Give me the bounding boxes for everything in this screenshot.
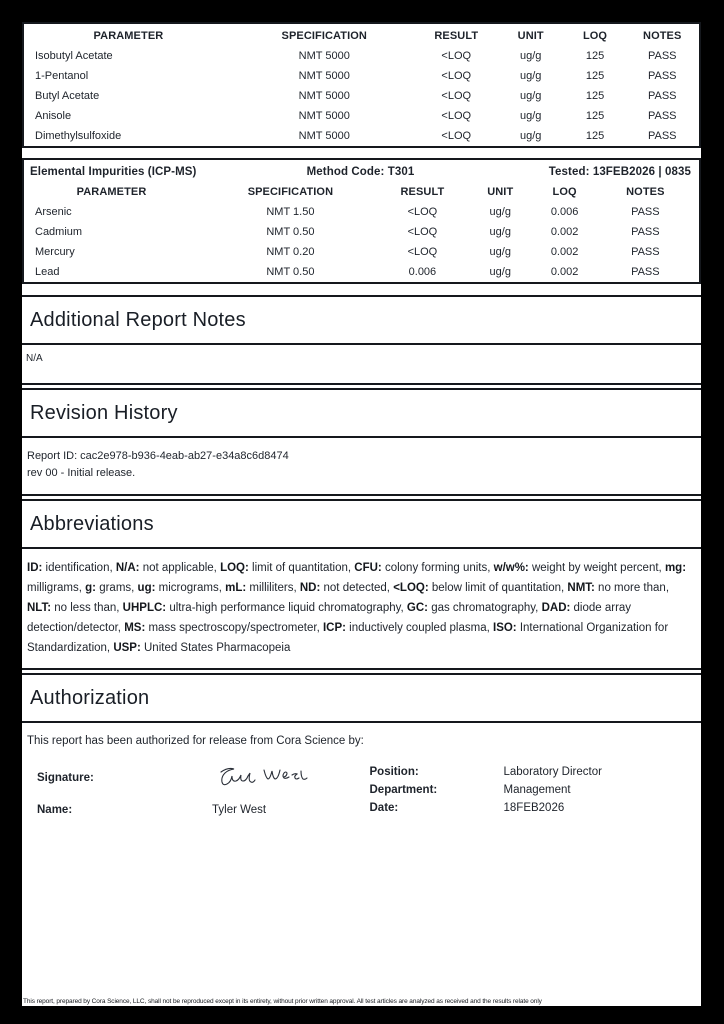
table-cell: 1-Pentanol [35, 70, 89, 82]
table-row [23, 222, 700, 242]
abbreviation-key: ND: [299, 582, 321, 594]
table-cell: PASS [631, 266, 660, 278]
table-cell: ug/g [520, 130, 542, 142]
signature-image [212, 763, 308, 793]
additional-report-notes-body: N/A [22, 345, 701, 385]
column-header: SPECIFICATION [281, 30, 367, 42]
column-header-row [23, 180, 700, 202]
table-cell: NMT 1.50 [266, 206, 315, 218]
elemental-section-title: Elemental Impurities (ICP-MS) [30, 166, 197, 178]
date-value: 18FEB2026 [503, 802, 565, 814]
table-cell: <LOQ [441, 130, 472, 142]
revision-entry: rev 00 - Initial release. [27, 467, 136, 479]
abbreviation-key: USP: [113, 642, 141, 654]
column-header: UNIT [487, 186, 514, 198]
name-value: Tyler West [212, 804, 267, 816]
table-cell: NMT 5000 [298, 130, 350, 142]
authorization-body [22, 723, 701, 843]
table-cell: PASS [647, 110, 677, 122]
abbreviation-key: UHPLC: [122, 602, 167, 614]
column-header-row [23, 23, 700, 46]
table-cell: 0.002 [550, 226, 579, 238]
table-cell: 0.006 [550, 206, 579, 218]
abbreviation-key: ID: [27, 562, 43, 574]
table-cell: Dimethylsulfoxide [35, 130, 122, 142]
signature-label: Signature: [37, 772, 94, 784]
table-cell: ug/g [489, 206, 511, 218]
table-row [23, 126, 700, 147]
table-cell: NMT 5000 [298, 110, 350, 122]
table-cell: 0.002 [550, 266, 579, 278]
section-title-row [23, 159, 700, 180]
abbreviations-body: ID: identification, N/A: not applicable, LOQ: limit of quantitation, CFU: colony forming units, w/w%: weight by weight percent, mg: milligrams, g: grams, ug: micrograms, mL: milliliters, ND: not detected, <LOQ: below limit of quantitation, NMT: no more than, NLT: no less than, UHPLC: ultra-high performance liquid chromatography, GC: gas chromatography, DAD: diode array detection/detector, MS: mass spectroscopy/spectrometer, ICP: inductively coupled plasma, ISO: International Organization for Standardization, USP: United States Pharmacopeia [22, 549, 701, 670]
table-cell: 0.006 [408, 266, 437, 278]
abbreviation-key: mL: [225, 582, 247, 594]
table-cell: NMT 0.50 [266, 266, 315, 278]
column-header: LOQ [582, 30, 608, 42]
table-cell: Lead [35, 266, 60, 278]
section-title: Abbreviations [22, 499, 701, 549]
table-row [23, 86, 700, 106]
department-value: Management [503, 784, 571, 796]
table-row [23, 242, 700, 262]
table-cell: Isobutyl Acetate [35, 50, 113, 62]
authorization-left-column [27, 763, 362, 823]
tested-timestamp: Tested: 13FEB2026 | 0835 [548, 166, 691, 178]
table-cell: ug/g [520, 90, 542, 102]
table-cell: <LOQ [407, 206, 438, 218]
date-label: Date: [369, 802, 399, 814]
abbreviation-key: ug: [137, 582, 156, 594]
column-header: PARAMETER [93, 30, 164, 42]
section-title: Authorization [22, 673, 701, 723]
table-cell: ug/g [489, 226, 511, 238]
abbreviation-key: GC: [406, 602, 428, 614]
abbreviation-key: <LOQ: [393, 582, 429, 594]
table-cell: Mercury [35, 246, 75, 258]
table-cell: <LOQ [407, 226, 438, 238]
section-title: Revision History [22, 388, 701, 438]
authorization-intro: This report has been authorized for release from Cora Science by: [27, 735, 364, 747]
column-header: RESULT [400, 186, 445, 198]
table-cell: 125 [585, 70, 605, 82]
table-cell: <LOQ [441, 70, 472, 82]
column-header: NOTES [626, 186, 665, 198]
table-cell: 125 [585, 110, 605, 122]
position-value: Laboratory Director [503, 766, 602, 778]
table-cell: NMT 5000 [298, 70, 350, 82]
column-header: UNIT [517, 30, 544, 42]
abbreviation-key: mg: [664, 562, 687, 574]
table-row [23, 202, 700, 222]
table-cell: PASS [647, 70, 677, 82]
report-page [22, 22, 701, 1006]
table-cell: ug/g [520, 50, 542, 62]
table-cell: PASS [631, 206, 660, 218]
table-cell: PASS [631, 246, 660, 258]
table-cell: ug/g [489, 246, 511, 258]
table-cell: PASS [631, 226, 660, 238]
table-row [23, 262, 700, 283]
table-cell: ug/g [489, 266, 511, 278]
position-label: Position: [369, 766, 419, 778]
table-row [23, 106, 700, 126]
table-cell: 125 [585, 50, 605, 62]
authorization-right-column [362, 763, 697, 823]
table-cell: PASS [647, 130, 677, 142]
column-header: NOTES [643, 30, 682, 42]
table-cell: Cadmium [35, 226, 83, 238]
revision-history-section [22, 388, 701, 496]
abbreviation-key: CFU: [354, 562, 382, 574]
column-header: SPECIFICATION [247, 186, 334, 198]
table-cell: 0.002 [550, 246, 579, 258]
department-label: Department: [369, 784, 438, 796]
abbreviation-key: ICP: [322, 622, 346, 634]
elemental-impurities-table [22, 158, 701, 284]
table-cell: NMT 0.20 [266, 246, 315, 258]
abbreviation-key: NLT: [27, 602, 52, 614]
table-cell: <LOQ [407, 246, 438, 258]
table-row [23, 46, 700, 66]
table-cell: PASS [647, 50, 677, 62]
page-footer-disclaimer: This report, prepared by Cora Science, LLC, shall not be reproduced except in its entirety, without prior written approval. All test articles are analyzed as received and the results relate only [23, 998, 542, 1005]
method-code: Method Code: T301 [306, 166, 415, 178]
table-cell: NMT 5000 [298, 50, 350, 62]
table-cell: 125 [585, 130, 605, 142]
table-cell: ug/g [520, 110, 542, 122]
abbreviation-key: MS: [124, 622, 146, 634]
table-cell: <LOQ [441, 110, 472, 122]
table-cell: PASS [647, 90, 677, 102]
table-cell: NMT 0.50 [266, 226, 315, 238]
abbreviation-key: ISO: [493, 622, 517, 634]
abbreviations-section [22, 499, 701, 670]
report-id: Report ID: cac2e978-b936-4eab-ab27-e34a8c6d8474 [27, 450, 289, 462]
additional-report-notes-section [22, 295, 701, 385]
table-cell: <LOQ [441, 90, 472, 102]
residual-solvents-table [22, 22, 701, 148]
table-cell: 125 [585, 90, 605, 102]
abbreviation-key: LOQ: [220, 562, 249, 574]
abbreviation-key: w/w%: [493, 562, 529, 574]
table-cell: Arsenic [35, 206, 72, 218]
abbreviation-key: N/A: [115, 562, 140, 574]
column-header: RESULT [434, 30, 479, 42]
abbreviation-key: g: [85, 582, 96, 594]
table-cell: NMT 5000 [298, 90, 350, 102]
column-header: LOQ [552, 186, 577, 198]
abbreviation-key: NMT: [567, 582, 595, 594]
table-cell: Butyl Acetate [35, 90, 100, 102]
name-label: Name: [37, 804, 73, 816]
authorization-section [22, 673, 701, 843]
abbreviation-key: DAD: [541, 602, 571, 614]
column-header: PARAMETER [76, 186, 147, 198]
table-cell: ug/g [520, 70, 542, 82]
table-cell: Anisole [35, 110, 72, 122]
table-row [23, 66, 700, 86]
section-title: Additional Report Notes [22, 295, 701, 345]
table-cell: <LOQ [441, 50, 472, 62]
revision-history-body [22, 438, 701, 496]
